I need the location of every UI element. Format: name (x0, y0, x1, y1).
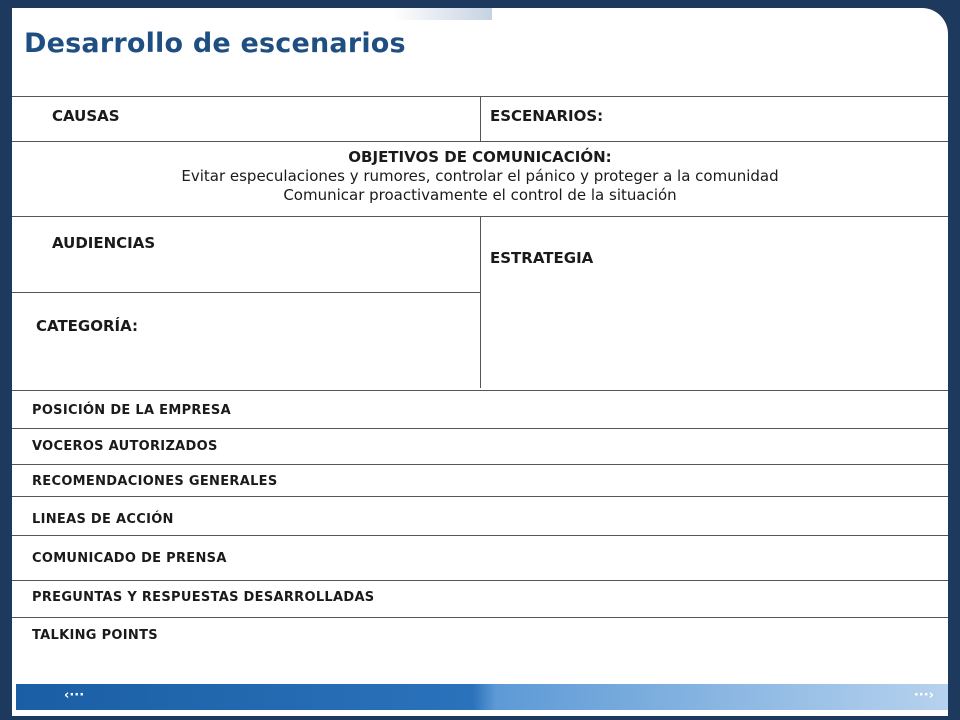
grid-line (12, 464, 948, 465)
next-slide-button[interactable]: ···› (913, 688, 934, 703)
grid-line (12, 292, 480, 293)
objetivos-block (12, 148, 948, 205)
grid-line (12, 535, 948, 536)
grid-divider (480, 216, 481, 388)
objetivos-title: OBJETIVOS DE COMUNICACIÓN: (348, 148, 612, 166)
row-preguntas-respuestas: PREGUNTAS Y RESPUESTAS DESARROLLADAS (32, 590, 375, 605)
slide (12, 8, 948, 716)
page-title: Desarrollo de escenarios (24, 28, 406, 59)
prev-slide-button[interactable]: ‹··· (64, 688, 85, 703)
audiencias-label: AUDIENCIAS (52, 234, 156, 252)
grid-line (12, 496, 948, 497)
row-comunicado-de-prensa: COMUNICADO DE PRENSA (32, 551, 227, 566)
row-recomendaciones-generales: RECOMENDACIONES GENERALES (32, 474, 278, 489)
causas-label: CAUSAS (52, 107, 120, 125)
row-voceros-autorizados: VOCEROS AUTORIZADOS (32, 439, 218, 454)
grid-divider (480, 96, 481, 141)
objetivo-line: Evitar especulaciones y rumores, controlar el pánico y proteger a la comunidad (181, 167, 779, 185)
grid-line (12, 428, 948, 429)
grid-line (12, 580, 948, 581)
grid-line (12, 390, 948, 391)
row-lineas-de-accion: LINEAS DE ACCIÓN (32, 512, 174, 527)
categoria-label: CATEGORÍA: (36, 317, 139, 335)
estrategia-label: ESTRATEGIA (490, 249, 594, 267)
top-sheen-decoration (392, 8, 492, 20)
objetivo-line: Comunicar proactivamente el control de la situación (283, 186, 677, 204)
grid-line (12, 617, 948, 618)
row-talking-points: TALKING POINTS (32, 628, 158, 643)
escenarios-label: ESCENARIOS: (490, 107, 604, 125)
row-posicion-empresa: POSICIÓN DE LA EMPRESA (32, 403, 231, 418)
bottom-nav-bar (16, 684, 948, 710)
grid-line (12, 141, 948, 142)
